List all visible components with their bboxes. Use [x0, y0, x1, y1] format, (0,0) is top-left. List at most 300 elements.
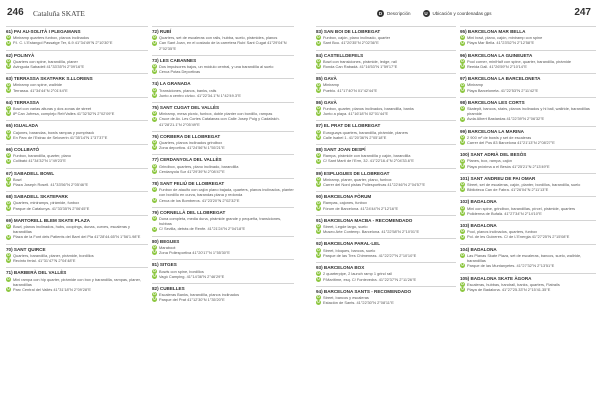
skatepark-entry [460, 173, 596, 194]
map-pin-icon: U [461, 187, 464, 192]
skatepark-entry [460, 50, 596, 71]
skatepark-description: Escaleras Banks, barandilla, planos inclinados [159, 292, 240, 298]
skatepark-location: Playa Mar Bella. 41°23'52"N 2°12'58"E [467, 40, 535, 46]
map-pin-icon: U [424, 11, 428, 16]
info-circle-icon: D [7, 153, 10, 158]
skatepark-location: Plaza Joseph Rosell. 41°33'56"N 2°05'46"E [13, 182, 89, 188]
skatepark-entry [6, 50, 148, 71]
info-circle-icon: D [378, 11, 383, 16]
map-pin-icon: U [153, 226, 156, 231]
map-pin-icon: U [317, 182, 320, 187]
skatepark-location-row [316, 229, 456, 234]
skatepark-description: Maraboot [159, 244, 176, 250]
skatepark-location-row [152, 169, 294, 174]
skatepark-name: 86) GAVÀ [316, 99, 337, 105]
skatepark-location-row [316, 182, 456, 187]
skatepark-entry [6, 191, 148, 212]
info-circle-icon: D [461, 158, 464, 163]
skatepark-description: Quarters, planos inclinados grindbox [159, 140, 223, 146]
skatepark-location-row [6, 258, 148, 263]
skatepark-name: 87) EL PRAT DE LLOBREGAT [316, 123, 381, 129]
column-2 [152, 26, 294, 307]
skatepark-name: 78) SANT FELIÚ DE LLOBREGAT [152, 181, 225, 187]
skatepark-entry [152, 236, 294, 257]
skatepark-description: Bowl con transiciones, pirámide, ledge, rail [323, 58, 397, 64]
map-pin-icon: U [153, 40, 156, 45]
info-circle-icon: D [461, 134, 464, 139]
skatepark-entry [152, 154, 294, 175]
info-circle-icon: D [317, 224, 320, 229]
skatepark-description: Mini bowl, plano, cajón, miniramp con spine [467, 35, 543, 41]
skatepark-entry [6, 144, 148, 165]
info-circle-icon: D [317, 247, 320, 252]
skatepark-name: 73) LES CABANNES [152, 57, 197, 63]
skatepark-location-row [152, 145, 294, 150]
skatepark-name: 89) ESPLUGUES DE LLOBREGAT [316, 170, 390, 176]
skatepark-description: Duna completa, media duna, pirámide grande y pequeña, transiciones, hubbas [159, 216, 282, 227]
skatepark-description: 2 quarterpipe, 2 launch ramp 1 grind rail [323, 271, 392, 277]
skatepark-name: 103) BADALONA [460, 223, 497, 229]
skatepark-location-row [6, 206, 148, 211]
map-pin-icon: U [461, 40, 464, 45]
map-pin-icon: U [153, 273, 156, 278]
column-3 [316, 26, 456, 309]
skatepark-location: Poliderma de Bufalà. 41°27'34"N 2°14'10"E [467, 210, 542, 216]
skatepark-location: Cerca de los Bomberos. 41°23'20"N 2°02'32"E [159, 197, 240, 203]
skatepark-description: Bowl con varias alturas y dos zonas de street [13, 106, 92, 112]
skatepark-name: 71) BARBERÀ DEL VALLÈS [6, 270, 67, 276]
skatepark-description: Mini con spine, grindbox, barandillas, pírcel, pirámide, quarters [467, 205, 576, 211]
skatepark-name: 77) CERDANYOLA DEL VALLÈS [152, 157, 222, 163]
map-pin-icon: U [461, 263, 464, 268]
skatepark-entry [152, 178, 294, 204]
skatepark-entry [316, 262, 456, 283]
skatepark-location: Parque de las Muntanyetes. 41°27'32"N 2°13'51"E [467, 263, 555, 269]
skatepark-description: Funbox, cajón, plano inclinado, quarter [323, 35, 391, 41]
skatepark-name: 63) TERRASSA SKATPARK S.LLORENS [6, 76, 93, 82]
info-circle-icon: D [153, 87, 156, 92]
skatepark-location: Playa próxima a el Besòs 41°25'21"N 2°13'49"E [467, 163, 550, 169]
skatepark-location: Carrer del Pos 83 Barcelona 41°21'13"N 2°08'27"E [467, 140, 555, 146]
map-pin-icon: U [153, 297, 156, 302]
map-pin-icon: U [317, 111, 320, 116]
skatepark-location: Avda Albert Bastardas 41°22'39"N 2°06'32"E [467, 116, 545, 122]
skatepark-location: Zona deportiva. 41°24'56"N 1°55'21"E [159, 145, 225, 151]
skatepark-name: 72) RUBÍ [152, 29, 172, 34]
skatepark-description: Dos impulsores bajos, un módulo central, y una barandilla al suelo [159, 64, 274, 70]
skatepark-location: Estación de Sants. 41°22'30"N 2°08'11"E [323, 300, 394, 306]
skatepark-entry [6, 244, 148, 265]
map-pin-icon: U [153, 92, 156, 97]
skatepark-location: C/ Sant Martí de l'Erm, 32. 41°22'16.4"N 2°04'33.6"E [323, 158, 414, 164]
map-pin-icon: U [461, 64, 464, 69]
skatepark-entry [152, 207, 294, 233]
info-circle-icon: D [317, 35, 320, 40]
skatepark-location-row [152, 116, 294, 126]
info-circle-icon: D [461, 106, 464, 111]
map-pin-icon: U [317, 134, 320, 139]
map-pin-icon: U [7, 205, 10, 210]
skatepark-entry [460, 73, 596, 94]
skatepark-description: Miniramp, planer, quarter, plano, funbox [323, 176, 392, 182]
skatepark-description: Funbox, quarter, planos inclinados, barandilla, banks [323, 106, 414, 112]
skatepark-location-row [460, 263, 596, 268]
skatepark-entry [460, 26, 596, 47]
info-circle-icon: D [317, 106, 320, 111]
info-circle-icon: D [153, 187, 156, 192]
skatepark-description: Quarters, barandilla, planer, pirámide, bordillos [13, 252, 94, 258]
info-circle-icon: D [317, 129, 320, 134]
map-pin-icon: U [153, 250, 156, 255]
skatepark-entry [152, 78, 294, 99]
skatepark-description: Street, Legde largo, suelo [323, 224, 368, 230]
skatepark-location-row [460, 64, 596, 69]
skatepark-entry [6, 267, 148, 293]
skatepark-name: 96) BARCELONA LA GUINEUETA [460, 52, 533, 58]
skatepark-location: En Parc de l'Estrac de Seloverin 41°35'14"N 1°37'37"E [13, 134, 108, 140]
skatepark-location-row [6, 135, 148, 140]
skatepark-entry [460, 196, 596, 217]
skatepark-location: P.Marítime, esq. C/ Fontevedra. 41°22'37"N 2°11'26"E [323, 276, 417, 282]
info-circle-icon: D [461, 35, 464, 40]
info-circle-icon: D [7, 82, 10, 87]
map-pin-icon: U [461, 210, 464, 215]
skatepark-entry [152, 259, 294, 280]
skatepark-location: Junto a playa. 41°16'18"N 02°01'44"E [323, 111, 389, 117]
skatepark-location: Calle Isabel 1. 41°20'36"N 2°05'18"E [323, 134, 387, 140]
legend-location-label: Ubicación y coordenadas gps [432, 11, 492, 16]
skatepark-description: Pool corner, miniHalf con spine, quarter, barandilla, pirámide [467, 58, 572, 64]
skatepark-description: Quarters con spine, barandilla, planer [13, 58, 78, 64]
skatepark-location: Playa Barceloneta. 41°22'53"N 2°11'42"E [467, 87, 539, 93]
skatepark-location: Playa de Badalona. 41°27'25.33"N 2°15'41.35"E [467, 286, 551, 292]
skatepark-location-row [152, 226, 294, 231]
skatepark-description: Miniramp con spine, wallride [13, 82, 63, 88]
skatepark-name: 79) CORNELLÀ DEL LLOBREGAT [152, 209, 226, 215]
info-circle-icon: D [153, 292, 156, 297]
skatepark-name: 67) SABADELL BOWL [6, 170, 55, 176]
info-circle-icon: D [7, 129, 10, 134]
skatepark-description: Bowl [13, 176, 22, 182]
skatepark-location: Sant Bou. 41°20'35"N 2°02'36"E [323, 40, 379, 46]
skatepark-description-row [152, 187, 294, 197]
skatepark-description: Street, set de escaleras, cajón, planter, bordillos, barandilla, suelo [467, 182, 581, 188]
info-circle-icon: D [153, 140, 156, 145]
skatepark-location-row [6, 158, 148, 163]
skatepark-entry [6, 120, 148, 141]
skatepark-location: Collbató 41°34'32"N 1°49'23"E [13, 158, 67, 164]
skatepark-name: 82) CUBELLES [152, 285, 185, 291]
info-circle-icon: D [7, 252, 10, 257]
skatepark-location: Pueblo. 41°17'40"N 01°42'44"E [323, 87, 378, 93]
info-circle-icon: D [7, 106, 10, 111]
skatepark-location: Cerca Potas Deportivas [159, 69, 201, 75]
info-circle-icon: D [317, 176, 320, 181]
skatepark-location: Carrer del Nord pistas Poliesportivas 41°22'46"N 2°04'57"E [323, 182, 426, 188]
skatepark-entry [460, 273, 596, 294]
skatepark-entry [152, 131, 294, 152]
skatepark-name: 62) POLINYÀ [6, 52, 35, 58]
skatepark-location: Plaza de la Font dels Patients del Barri del Pla 41°28'44.65"N 1°56'1.98"E [13, 234, 141, 240]
skatepark-entry [316, 50, 456, 71]
map-pin-icon: U [7, 287, 10, 291]
skatepark-location: Avinguda Sabadell 41°33'35"N 2°09'16"E [13, 64, 85, 70]
map-pin-icon: U [153, 197, 156, 202]
skatepark-entry [6, 215, 148, 241]
skatepark-description: Bowl, planos inclinados, hubs, coopings, dunas, curves, escaleras y barandillas [13, 224, 131, 235]
skatepark-entry [460, 126, 596, 147]
map-pin-icon: U [317, 229, 320, 234]
skatepark-description: Miniramp, mesa picnic, funbox, doble planter con bordillo, rampas [159, 111, 273, 117]
skatepark-location-row [316, 64, 456, 69]
map-pin-icon: U [7, 40, 10, 45]
map-pin-icon: U [317, 87, 320, 92]
skatepark-description: Euroguays quarters, barandilla, pirámide, planers [323, 129, 408, 135]
skatepark-name: 76) CORBERA DE LLOBREGAT [152, 133, 221, 139]
map-pin-icon: U [7, 182, 10, 187]
skatepark-entry [316, 97, 456, 118]
info-circle-icon: D [7, 35, 10, 40]
legend-description-label: Descripción [387, 11, 411, 16]
skatepark-location: Recinto ferial. 41°31'47"N 2°04'48"E [13, 258, 76, 264]
skatepark-location-row [316, 300, 456, 305]
info-circle-icon: D [153, 216, 156, 221]
skatepark-location-row [152, 274, 294, 279]
skatepark-name: 80) BEGUES [152, 238, 180, 244]
skatepark-name: 75) SANT CUGAT DEL VALLÈS [152, 105, 220, 111]
skatepark-name: 74) LA GRANADA [152, 81, 191, 87]
map-pin-icon: U [461, 287, 464, 291]
skatepark-name: 94) BARCELONA SANTS - RECOMENDADO [316, 288, 412, 294]
skatepark-name: 99) BARCELONA LA MARINA [460, 128, 524, 134]
skatepark-entry [152, 55, 294, 76]
book-title: Cataluña SKATE [33, 9, 85, 18]
skatepark-description: Miniramp [467, 82, 483, 88]
skatepark-description: Funbox de ataulfo con cajón plano bajada, quarters, planos inclinados, planter con bordillo en curva, barandas plana y redonda [159, 187, 294, 198]
map-pin-icon: U [317, 64, 320, 69]
skatepark-location-row [6, 287, 148, 292]
map-pin-icon: U [7, 87, 10, 92]
info-circle-icon: D [7, 200, 10, 205]
skatepark-name: 84) CASTELLDEFELS [316, 52, 364, 58]
skatepark-location-row [316, 206, 456, 211]
skatepark-name: 69) MARTORELL BLEM SKATE PLAZA [6, 217, 90, 223]
map-pin-icon: U [461, 163, 464, 168]
map-pin-icon: U [7, 64, 10, 69]
skatepark-location-row [6, 64, 148, 69]
skatepark-location-row [152, 297, 294, 302]
skatepark-entry [316, 73, 456, 94]
skatepark-location: Can Sant Joan, en el costado de la carretera Rubí Sant Cugat 41°29'04"N 2°02'35"E [159, 40, 287, 51]
skatepark-description-row [460, 106, 596, 116]
skatepark-location-row [316, 88, 456, 93]
skatepark-entry [460, 97, 596, 123]
skatepark-description: Las Planas Skate Plaza, set de escaleras, bancos, suelo, wallride, barandillas [467, 252, 582, 264]
info-circle-icon: D [153, 64, 156, 69]
info-circle-icon: D [461, 82, 464, 87]
skatepark-name: 102) BADALONA [460, 199, 497, 205]
skatepark-location-row [316, 158, 456, 163]
skatepark-entry [460, 244, 596, 270]
skatepark-entry [152, 283, 294, 304]
skatepark-name: 100) SANT ADRIÀ DEL BESÒS [460, 152, 527, 158]
map-pin-icon: U [7, 111, 10, 116]
map-pin-icon: U [7, 134, 10, 139]
skatepark-entry [460, 220, 596, 241]
skatepark-location-row [460, 40, 596, 45]
skatepark-description-row [152, 216, 294, 226]
skatepark-name: 88) SANT JOAN DESPÍ [316, 147, 366, 153]
info-circle-icon: D [461, 205, 464, 210]
info-circle-icon: D [461, 182, 464, 187]
skatepark-name: 61) PAI AU-SOLITÀ I PLEGAMANS [6, 29, 81, 34]
map-pin-icon: U [461, 116, 464, 121]
skatepark-location: Pol. de les Guixeres. C/ de L'Energia 41°27'25"N 2°15'08"E [467, 234, 570, 240]
skatepark-description-row [6, 224, 148, 234]
skatepark-entry [316, 191, 456, 212]
skatepark-location-row [460, 116, 596, 121]
skatepark-location-row [152, 93, 294, 98]
info-circle-icon: D [7, 58, 10, 63]
info-circle-icon: D [317, 200, 320, 205]
info-circle-icon: D [461, 58, 464, 63]
skatepark-name: 91) BARCELONA MACBA - RECOMENDADO [316, 217, 413, 223]
skatepark-description: Planes, box, rampa, cajón [467, 158, 512, 164]
skatepark-location-row [460, 287, 596, 292]
skatepark-location: Cerdanyola Sur 41°29'39"N 2°08'47"E [159, 168, 225, 174]
skatepark-location: Reeida Dall. 41°26'59"N 2°10'14"E [467, 64, 527, 70]
map-pin-icon: U [153, 168, 156, 173]
column-4 [460, 26, 596, 296]
skatepark-location-row [460, 88, 596, 93]
info-circle-icon: D [317, 58, 320, 63]
map-pin-icon: U [153, 69, 156, 74]
skatepark-location: Fòrum de Barcelona. 41°24'44"N 2°12'16"E [323, 205, 399, 211]
map-pin-icon: U [7, 234, 10, 239]
skatepark-description: Bowls con spine, bordillos [159, 268, 204, 274]
skatepark-location: Parque de Catalunya. 41°33'35"N 2°06'45"E [13, 205, 90, 211]
legend [377, 10, 492, 17]
skatepark-location: Museo Arte Contemp. Barcelona. 41°22'58"N 2°10'01"E [323, 229, 420, 235]
page-number-left: 246 [7, 7, 24, 18]
skatepark-location-row [152, 250, 294, 255]
skatepark-location: Parque de las Tres Chimeneas. 41°22'27"N 2°10'10"E [323, 252, 417, 258]
skatepark-location: Ronda Can Rabadà. 41°16'53"N 1°59'17"E [323, 64, 398, 70]
skatepark-name: 101) SANT ANDREU DE PAI OMAR [460, 175, 536, 181]
skatepark-name: 66) COLLBATÓ [6, 147, 40, 153]
skatepark-entry [316, 168, 456, 189]
skatepark-description: Miniramp quarters funbox, planos inclinados [13, 35, 90, 41]
skatepark-entry [152, 102, 294, 128]
skatepark-location-row [6, 111, 148, 116]
skatepark-name: 93) BARCELONA BOX [316, 265, 365, 271]
info-circle-icon: D [153, 111, 156, 116]
skatepark-description: Cajones, barandas, bowls rampas y pumptrack [13, 129, 95, 135]
skatepark-entry [316, 286, 456, 307]
skatepark-location-row [316, 111, 456, 116]
skatepark-description: Street, bloques, bancos, suelo [323, 247, 376, 253]
skatepark-description: Pool, planos inclinados, quarters, funbox [467, 229, 538, 235]
skatepark-entry [316, 120, 456, 141]
map-pin-icon: U [317, 276, 320, 281]
skatepark-name: 70) SANT QUIRCE [6, 246, 46, 252]
skatepark-location-row [152, 198, 294, 203]
skatepark-location-row [6, 40, 148, 45]
skatepark-location-row [460, 140, 596, 145]
skatepark-description: Skatepit, bancos, stairs, planos inclinados y hi ball, wallride, barandillas piramide [467, 106, 590, 117]
skatepark-location-row [6, 182, 148, 187]
map-pin-icon: U [153, 145, 156, 150]
info-circle-icon: D [317, 271, 320, 276]
info-circle-icon: D [153, 268, 156, 273]
skatepark-entry [152, 26, 294, 52]
skatepark-location: Terrassa. 41°34'44"N 2°01'44"E [13, 87, 68, 93]
skatepark-entry [316, 238, 456, 259]
skatepark-location-row [316, 253, 456, 258]
skatepark-name: 92) BARCELONA PARAL·LEL [316, 241, 381, 247]
skatepark-location: Biblioteca Can de Fabra. 41°26'04"N 2°11'13"E [467, 187, 549, 193]
skatepark-location-row [6, 88, 148, 93]
page-number-right: 247 [574, 7, 591, 18]
skatepark-entry [316, 26, 456, 47]
info-circle-icon: D [7, 276, 10, 281]
map-pin-icon: U [461, 234, 464, 239]
skatepark-description: Rampa, pirámide con barandilla y cajón, barandilla [323, 153, 411, 159]
map-pin-icon: U [317, 252, 320, 257]
skatepark-name: 97) BARCELONA LA BARCELONETA [460, 76, 541, 82]
info-circle-icon: D [461, 252, 464, 257]
skatepark-location: Parc Central del Vallès 41°31'18"N 2°09'28"E [13, 286, 92, 292]
info-circle-icon: D [461, 229, 464, 234]
skatepark-description: Quarters, miniramps, pirámide, funbox [13, 200, 80, 206]
skatepark-description: Miniramp [323, 82, 339, 88]
info-circle-icon: D [317, 82, 320, 87]
skatepark-name: 105) BADALONA SKATE ÀGORA [460, 275, 532, 281]
skatepark-location: Parque del Prat 41°12'30"N 1°35'20"E [159, 297, 225, 303]
skatepark-name: 95) BARCELONA MAR BELLA [460, 29, 526, 34]
skatepark-description-row [460, 253, 596, 263]
skatepark-entry [316, 215, 456, 236]
skatepark-name: 83) SAN BOI DE LLOBREGAT [316, 29, 381, 34]
info-circle-icon: D [153, 163, 156, 168]
skatepark-name: 104) BADALONA [460, 246, 497, 252]
map-pin-icon: U [153, 116, 156, 121]
skatepark-name: 81) SITGES [152, 262, 177, 268]
skatepark-description: Street, bancos y escaleras [323, 294, 369, 300]
skatepark-description: Quarters, set de escaleras con rails, hubba, suelo, pirámides, planos [159, 35, 278, 41]
skatepark-description: Grindbox, quarters, plano inclinado, barandilla [159, 163, 239, 169]
info-circle-icon: D [461, 281, 464, 286]
info-circle-icon: D [153, 35, 156, 40]
skatepark-description: 2 900 m² de bowls y set de escaleras [467, 134, 532, 140]
skatepark-location: Zona Poliesportiva 41°20'17"N 1°55'30"E [159, 250, 230, 256]
skatepark-entry [6, 97, 148, 118]
skatepark-entry [6, 168, 148, 189]
skatepark-name: 90) BARCELONA FÒRUM [316, 194, 372, 200]
info-circle-icon: D [317, 153, 320, 158]
skatepark-description: Funbox, barandilla, quarter, plano [13, 153, 71, 159]
skatepark-name: 64) TERRASSA [6, 99, 40, 105]
skatepark-location: P.I. C. L'Estangol Passatge Ter, 6-9 41°34'49"N 2°10'30"E [13, 40, 113, 46]
skatepark-location-row [316, 277, 456, 282]
skatepark-location-row [152, 69, 294, 74]
skatepark-location: C/ Sevilla, detrás de Renfe. 41°21'24"N 2°04'18"E [159, 226, 246, 232]
skatepark-entry [6, 73, 148, 94]
skatepark-location: Vagó Camping. 41°14'36"N 2°46'29"E [159, 273, 225, 279]
info-circle-icon: D [153, 244, 156, 249]
skatepark-location-row [460, 164, 596, 169]
skatepark-location-row [152, 40, 294, 50]
